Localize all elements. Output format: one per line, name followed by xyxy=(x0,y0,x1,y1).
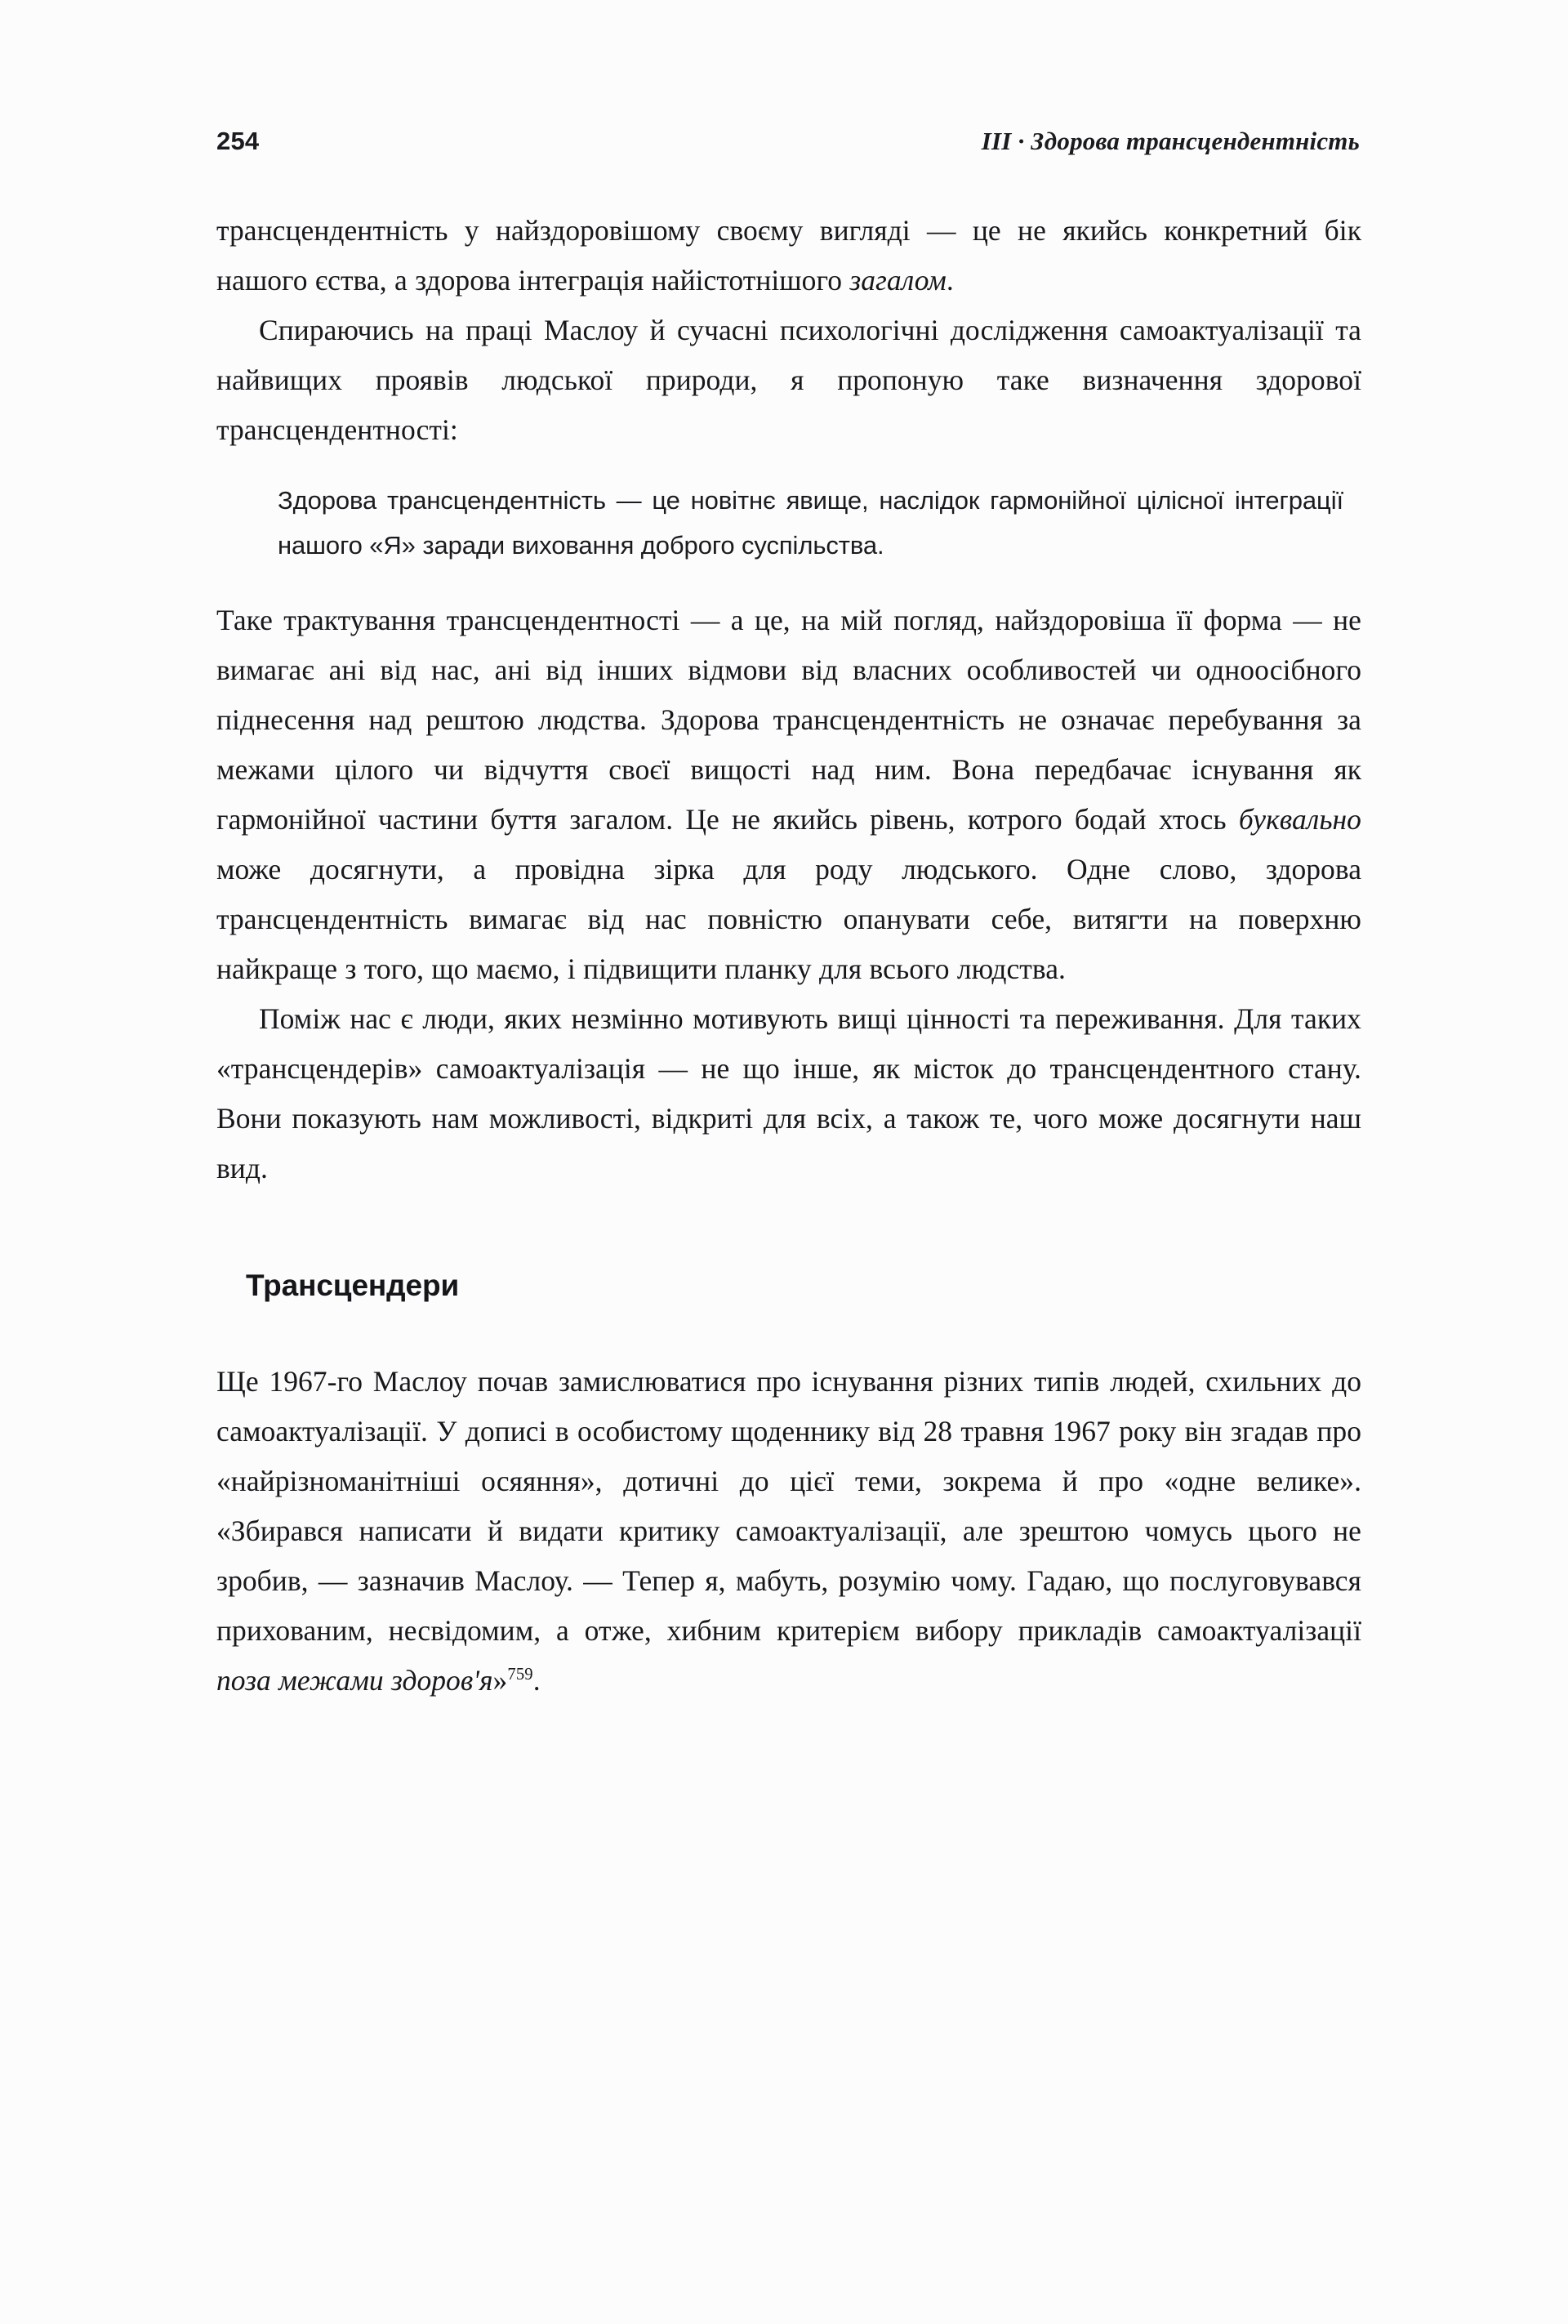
paragraph-1-emphasis: загалом xyxy=(849,264,947,297)
paragraph-continued xyxy=(216,206,1361,306)
paragraph-5-text-b: » xyxy=(492,1664,508,1697)
paragraph-2: Спираючись на праці Маслоу й сучасні психологічні дослідження самоактуалізації та найвищих проявів людської природи, я пропоную таке визначення здорової трансцендентності: xyxy=(216,314,1361,446)
page-number: 254 xyxy=(216,127,260,155)
running-head xyxy=(216,127,1360,167)
paragraph-3-text-b: може досягнути, а провідна зірка для роду людського. Одне слово, здорова трансцендентність вимагає від нас повністю опанувати себе, витягти на поверхню найкраще з того, що маємо, і підвищити планку для всього людства. xyxy=(216,853,1361,985)
footnote-reference[interactable]: 759 xyxy=(507,1666,533,1684)
definition-blockquote xyxy=(216,478,1361,568)
spacer-before-heading xyxy=(216,1193,1361,1269)
paragraph-5-text-c: . xyxy=(532,1664,541,1697)
paragraph-3-text-a: Таке трактування трансцендентності — а це, на мій погляд, найздоровіша її форма — не вимагає ані від нас, ані від інших відмови від власних особливостей чи одноосібного піднесення над рештою людства. Здорова трансцендентність не означає перебування за межами цілого чи відчуття своєї вищості над ним. Вона передбачає існування як гармонійної частини буття загалом. Це не якийсь рівень, котрого бодай хтось xyxy=(216,604,1361,836)
paragraph-5-text-a: Ще 1967-го Маслоу почав замислюватися про існування різних типів людей, схильних до самоактуалізації. У дописі в особистому щоденнику від 28 травня 1967 року він згадав про «найрізноманітніші осяяння», дотичні до цієї теми, зокрема й про «одне велике». «Збирався написати й видати критику самоактуалізації, але зрештою чомусь цього не зробив, — зазначив Маслоу. — Тепер я, мабуть, розумію чому. Гадаю, що послуговувався прихованим, несвідомим, а отже, хибним критерієм вибору прикладів самоактуалізації xyxy=(216,1365,1361,1647)
paragraph-3 xyxy=(216,595,1361,994)
paragraph-1-text-a: трансцендентність у найздоровішому своєму вигляді — це не якийсь конкретний бік нашого єства, а здорова інтеграція найістотнішого xyxy=(216,214,1361,297)
blockquote-text: Здорова трансцендентність — це новітнє явище, наслідок гармонійної цілісної інтеграції нашого «Я» заради виховання доброго суспільства. xyxy=(278,486,1343,560)
spacer-after-heading xyxy=(216,1303,1361,1357)
section-heading-transcenders: Трансцендери xyxy=(246,1269,460,1302)
paragraph-3-emphasis: буквально xyxy=(1238,803,1361,836)
paragraph-5-emphasis: поза межами здоров'я xyxy=(216,1664,493,1697)
paragraph-1-text-b: . xyxy=(946,264,954,297)
chapter-running-title: III · Здорова трансцендентність xyxy=(981,127,1360,155)
text-column xyxy=(216,206,1361,1706)
paragraph-4: Поміж нас є люди, яких незмінно мотивують вищі цінності та переживання. Для таких «трансцендерів» самоактуалізація — не що інше, як місток до трансцендентного стану. Вони показують нам можливості, відкриті для всіх, а також те, чого може досягнути наш вид. xyxy=(216,1002,1361,1184)
paragraph-5 xyxy=(216,1357,1361,1706)
